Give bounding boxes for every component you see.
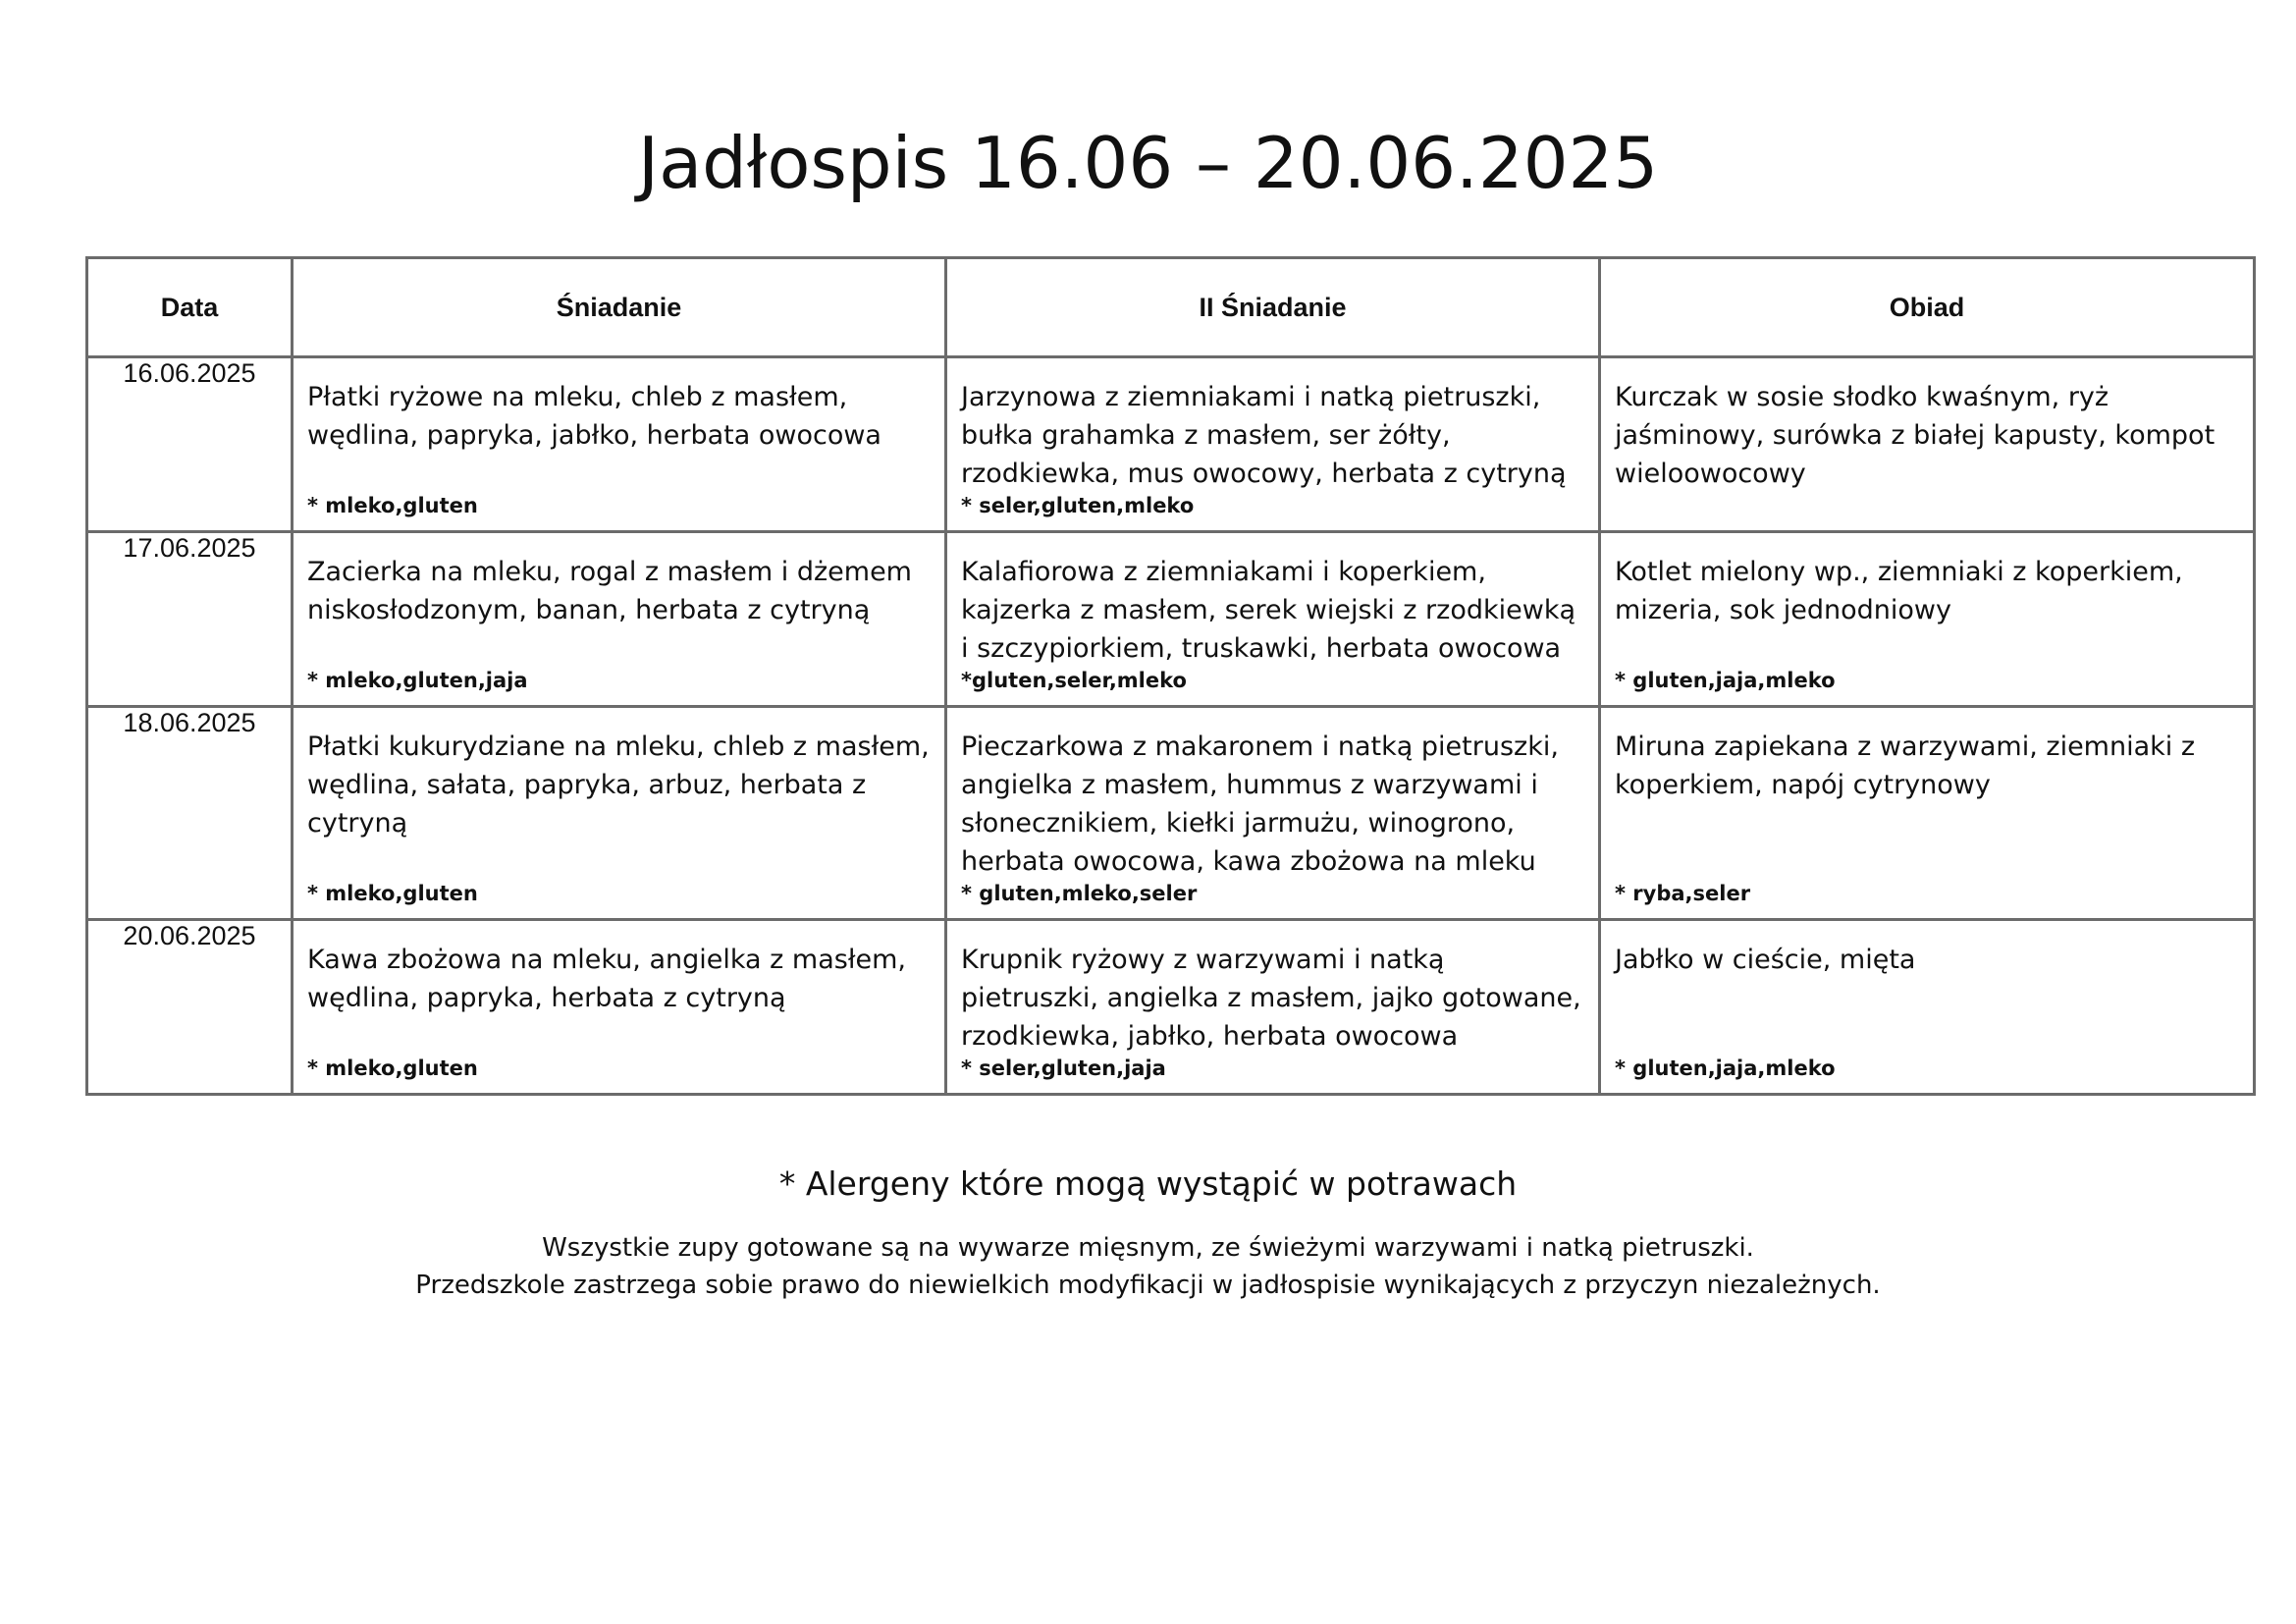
dish-text: Kotlet mielony wp., ziemniaki z koperkiem, mizeria, sok jednodniowy [1615,557,2183,625]
dish-text: Zacierka na mleku, rogal z masłem i dżemem niskosłodzonym, banan, herbata z cytryną [307,557,912,625]
table-row [87,920,2255,1095]
lunch-cell [1600,357,2255,532]
menu-table [85,256,2256,1096]
second-breakfast-cell [946,357,1600,532]
modification-note: Przedszkole zastrzega sobie prawo do niewielkich modyfikacji w jadłospisie wynikających z przyczyn niezależnych. [415,1271,1881,1300]
allergen-text: * mleko,gluten [307,882,478,905]
date-cell: 20.06.2025 [87,920,293,1095]
dish-text: Kawa zbożowa na mleku, angielka z masłem, wędlina, papryka, herbata z cytryną [307,945,906,1013]
dish-text: Krupnik ryżowy z warzywami i natką pietruszki, angielka z masłem, jajko gotowane, rzodkiewka, jabłko, herbata owocowa [961,945,1581,1052]
allergen-text: * mleko,gluten [307,494,478,517]
soup-note: Wszystkie zupy gotowane są na wywarze mięsnym, ze świeżymi warzywami i natką pietruszki. [542,1233,1754,1263]
date-cell: 16.06.2025 [87,357,293,532]
breakfast-cell [293,707,946,920]
allergen-text: * gluten,mleko,seler [961,882,1198,905]
dish-text: Jabłko w cieście, mięta [1615,945,1916,975]
breakfast-cell [293,532,946,707]
second-breakfast-cell [946,707,1600,920]
allergen-text: *gluten,seler,mleko [961,669,1187,692]
dish-text: Płatki kukurydziane na mleku, chleb z masłem, wędlina, sałata, papryka, arbuz, herbata z cytryną [307,731,930,839]
header-date: Data [87,258,293,357]
dish-text: Pieczarkowa z makaronem i natką pietruszki, angielka z masłem, hummus z warzywami i słonecznikiem, kiełki jarmużu, winogrono, herbata owocowa, kawa zbożowa na mleku [961,731,1559,877]
allergen-legend: * Alergeny które mogą wystąpić w potrawach [778,1164,1518,1203]
date-cell: 18.06.2025 [87,707,293,920]
header-second-breakfast: II Śniadanie [946,258,1600,357]
table-row [87,532,2255,707]
header-row [87,258,2255,357]
allergen-text: * gluten,jaja,mleko [1615,669,1836,692]
second-breakfast-cell [946,920,1600,1095]
date-cell: 17.06.2025 [87,532,293,707]
header-breakfast: Śniadanie [293,258,946,357]
allergen-text: * ryba,seler [1615,882,1751,905]
allergen-text: * seler,gluten,mleko [961,494,1195,517]
allergen-text: * seler,gluten,jaja [961,1056,1166,1080]
allergen-text: * mleko,gluten,jaja [307,669,528,692]
breakfast-cell [293,357,946,532]
page-title: Jadłospis 16.06 – 20.06.2025 [637,122,1659,204]
header-lunch: Obiad [1600,258,2255,357]
second-breakfast-cell [946,532,1600,707]
dish-text: Płatki ryżowe na mleku, chleb z masłem, wędlina, papryka, jabłko, herbata owocowa [307,382,881,451]
dish-text: Kalafiorowa z ziemniakami i koperkiem, kajzerka z masłem, serek wiejski z rzodkiewką i szczypiorkiem, truskawki, herbata owocowa [961,557,1575,664]
dish-text: Jarzynowa z ziemniakami i natką pietruszki, bułka grahamka z masłem, ser żółty, rzodkiewka, mus owocowy, herbata z cytryną [961,382,1567,489]
table-row [87,357,2255,532]
lunch-cell [1600,707,2255,920]
dish-text: Miruna zapiekana z warzywami, ziemniaki z koperkiem, napój cytrynowy [1615,731,2196,800]
lunch-cell [1600,920,2255,1095]
dish-text: Kurczak w sosie słodko kwaśnym, ryż jaśminowy, surówka z białej kapusty, kompot wieloowocowy [1615,382,2216,489]
allergen-text: * gluten,jaja,mleko [1615,1056,1836,1080]
lunch-cell [1600,532,2255,707]
breakfast-cell [293,920,946,1095]
allergen-text: * mleko,gluten [307,1056,478,1080]
table-row [87,707,2255,920]
